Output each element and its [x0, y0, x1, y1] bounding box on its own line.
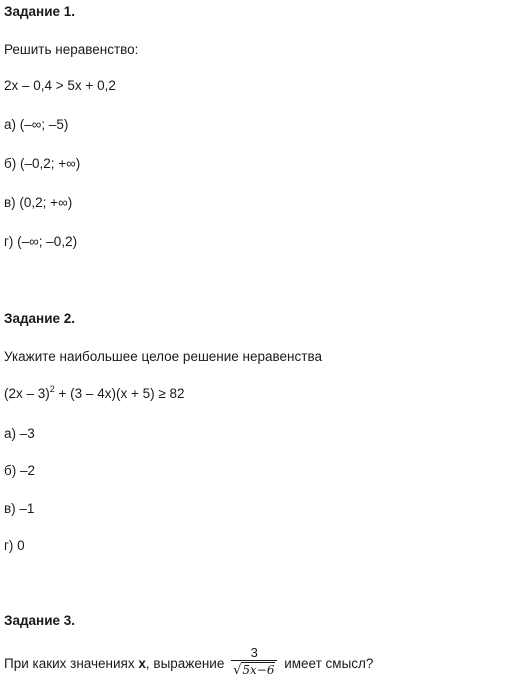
task2-option-d: г) 0 — [4, 538, 25, 553]
task1-option-c: в) (0,2; +∞) — [4, 195, 73, 210]
task3-prompt-start: При каких значениях — [4, 656, 139, 672]
task1-prompt: Решить неравенство: — [4, 42, 139, 57]
task3-radicand: 5x−6 — [242, 663, 275, 677]
task2-prompt: Укажите наибольшее целое решение неравенства — [4, 349, 322, 364]
task3-fraction-numerator: 3 — [231, 646, 277, 661]
task2-option-a: а) –3 — [4, 426, 35, 441]
sqrt-icon: √ — [233, 663, 242, 678]
task3-fraction — [231, 646, 277, 679]
task3-prompt — [4, 645, 374, 681]
task2-expression-base: (2x – 3) — [4, 386, 50, 401]
task3-variable: x — [138, 656, 146, 672]
task2-exponent: 2 — [49, 384, 55, 394]
task3-prompt-middle: , выражение — [145, 656, 229, 672]
task2-expression-rest: + (3 – 4x)(x + 5) ≥ 82 — [54, 386, 185, 401]
task2-option-c: в) –1 — [4, 501, 35, 516]
task2-expression — [4, 386, 185, 402]
task2-option-b: б) –2 — [4, 463, 35, 478]
task1-expression: 2x – 0,4 > 5x + 0,2 — [4, 78, 116, 93]
task1-option-d: г) (–∞; –0,2) — [4, 234, 78, 249]
task1-option-a: а) (–∞; –5) — [4, 117, 69, 132]
task3-prompt-end: имеет смысл? — [280, 656, 374, 672]
task1-heading: Задание 1. — [4, 4, 76, 19]
task3-fraction-denominator — [231, 661, 277, 679]
task3-heading: Задание 3. — [4, 613, 76, 628]
task1-option-b: б) (–0,2; +∞) — [4, 156, 81, 171]
task2-heading: Задание 2. — [4, 311, 76, 326]
